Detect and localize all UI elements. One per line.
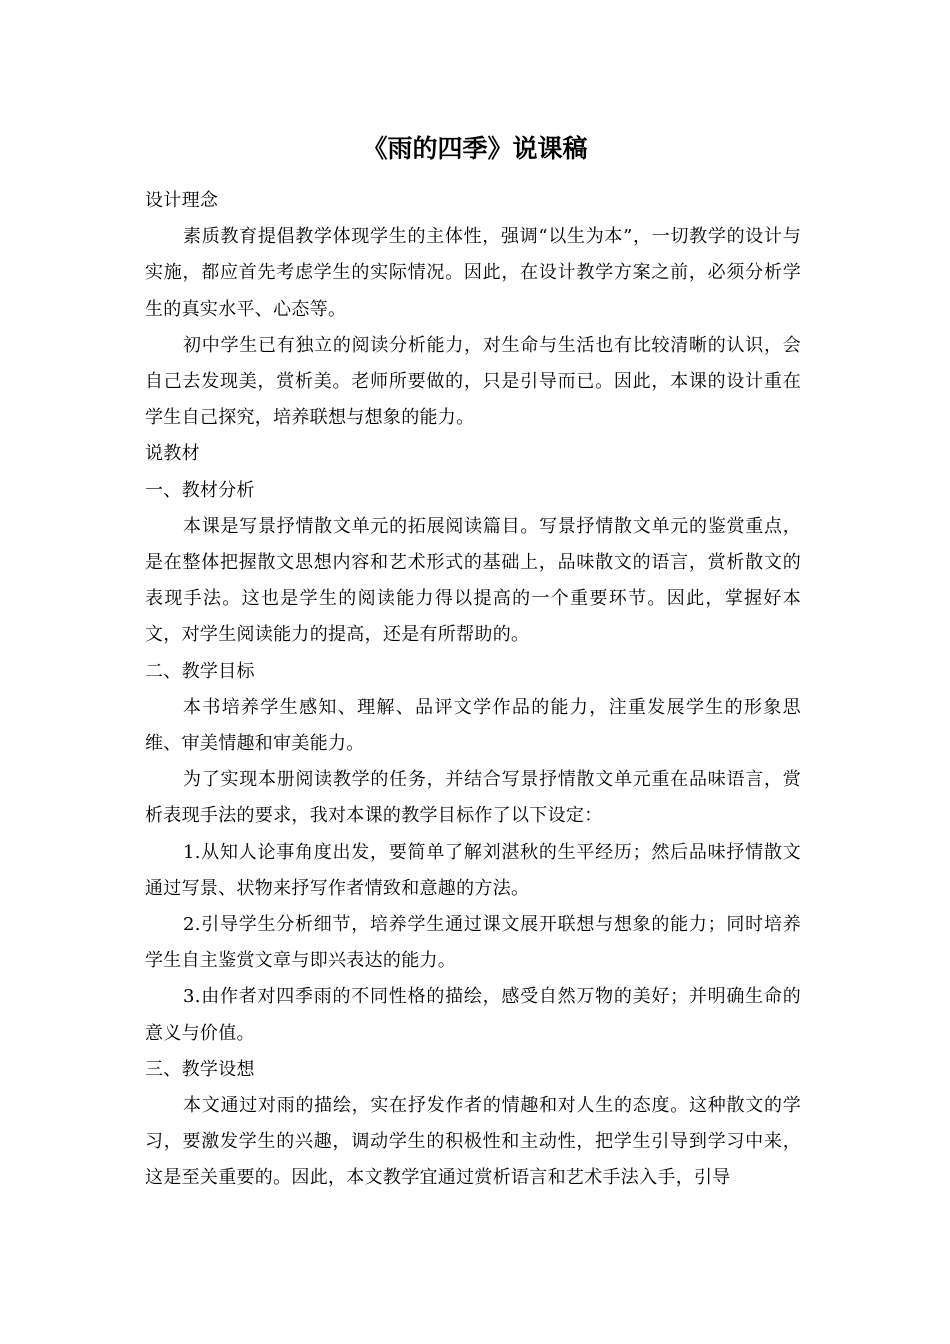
list-item: 1.从知人论事角度出发，要简单了解刘湛秋的生平经历；然后品味抒情散文通过写景、状物来抒写作者情致和意趣的方法。 — [145, 841, 801, 899]
paragraph: 本文通过对雨的描绘，实在抒发作者的情趣和对人生的态度。这种散文的学习，要激发学生的兴趣，调动学生的积极性和主动性，把学生引导到学习中来，这是至关重要的。因此，本文教学宜通过赏析语言和艺术手法入手，引导 — [145, 1095, 801, 1189]
document-body — [145, 183, 801, 1197]
paragraph: 本课是写景抒情散文单元的拓展阅读篇目。写景抒情散文单元的鉴赏重点，是在整体把握散文思想内容和艺术形式的基础上，品味散文的语言，赏析散文的表现手法。这也是学生的阅读能力得以提高的一个重要环节。因此，掌握好本文，对学生阅读能力的提高，还是有所帮助的。 — [145, 515, 801, 646]
paragraph: 初中学生已有独立的阅读分析能力，对生命与生活也有比较清晰的认识，会自己去发现美，赏析美。老师所要做的，只是引导而已。因此，本课的设计重在学生自己探究，培养联想与想象的能力。 — [145, 334, 801, 429]
paragraph: 素质教育提倡教学体现学生的主体性，强调“以生为本”，一切教学的设计与实施，都应首先考虑学生的实际情况。因此，在设计教学方案之前，必须分析学生的真实水平、心态等。 — [145, 226, 801, 320]
section-heading: 二、教学目标 — [145, 660, 255, 682]
paragraph: 本书培养学生感知、理解、品评文学作品的能力，注重发展学生的形象思维、审美情趣和审美能力。 — [145, 696, 801, 755]
section-heading: 说教材 — [145, 443, 200, 465]
section-heading: 设计理念 — [145, 190, 219, 211]
section-heading: 一、教材分析 — [145, 479, 255, 501]
list-item: 2.引导学生分析细节，培养学生通过课文展开联想与想象的能力；同时培养学生自主鉴赏文章与即兴表达的能力。 — [145, 914, 801, 972]
section-heading: 三、教学设想 — [145, 1058, 255, 1080]
list-item: 3.由作者对四季雨的不同性格的描绘，感受自然万物的美好；并明确生命的意义与价值。 — [145, 986, 801, 1044]
document-title: 《雨的四季》说课稿 — [362, 134, 588, 163]
paragraph: 为了实现本册阅读教学的任务，并结合写景抒情散文单元重在品味语言，赏析表现手法的要求，我对本课的教学目标作了以下设定： — [145, 769, 801, 827]
